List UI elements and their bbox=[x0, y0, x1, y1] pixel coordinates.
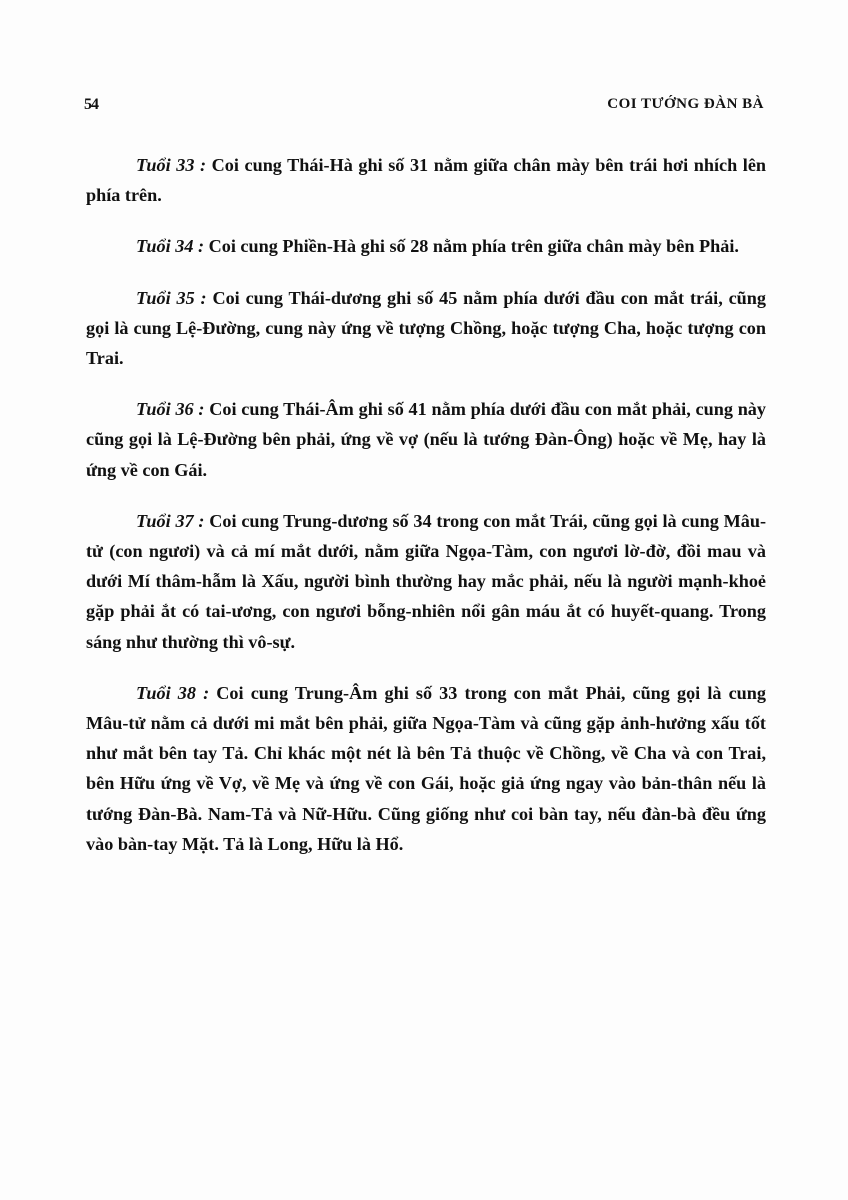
paragraph-tuoi-33 bbox=[86, 150, 766, 210]
paragraph-text: Coi cung Thái-dương ghi số 45 nằm phía dưới đầu con mắt trái, cũng gọi là cung Lệ-Đường, cung này ứng về tượng Chồng, hoặc tượng Cha, hoặc tượng con Trai. bbox=[86, 287, 766, 369]
paragraph-tuoi-36 bbox=[86, 394, 766, 485]
paragraph-text: Coi cung Trung-dương số 34 trong con mắt Trái, cũng gọi là cung Mâu-tử (con ngươi) và cả mí mắt dưới, nằm giữa Ngọa-Tàm, con ngươi lờ-đờ, đồi mau và dưới Mí thâm-hẫm là Xấu, người bình thường hay mắc phải, nếu là người mạnh-khoẻ gặp phải ắt có tai-ương, con ngươi bỗng-nhiên nổi gân máu ắt có huyết-quang. Trong sáng như thường thì vô-sự. bbox=[86, 510, 767, 652]
paragraph-tuoi-38 bbox=[86, 678, 766, 859]
body-text bbox=[86, 150, 766, 880]
running-title: COI TƯỚNG ĐÀN BÀ bbox=[607, 96, 764, 112]
paragraph-text: Coi cung Phiền-Hà ghi số 28 nằm phía trên giữa chân mày bên Phải. bbox=[208, 236, 739, 257]
age-label: Tuổi 34 : bbox=[136, 236, 205, 257]
page-header bbox=[84, 96, 764, 120]
paragraph-tuoi-35 bbox=[86, 283, 766, 374]
page-number: 54 bbox=[84, 96, 98, 113]
paragraph-text: Coi cung Thái-Hà ghi số 31 nằm giữa chân mày bên trái hơi nhích lên phía trên. bbox=[86, 155, 767, 206]
age-label: Tuổi 36 : bbox=[136, 399, 205, 420]
age-label: Tuổi 35 : bbox=[136, 287, 207, 308]
age-label: Tuổi 37 : bbox=[136, 510, 205, 531]
paragraph-text: Coi cung Trung-Âm ghi số 33 trong con mắt Phải, cũng gọi là cung Mâu-tử nằm cả dưới mi mắt bên phải, giữa Ngọa-Tàm và cũng gặp ảnh-hưởng xấu tốt như mắt bên tay Tả. Chỉ khác một nét là bên Tả thuộc về Chồng, về Cha và con Trai, bên Hữu ứng về Vợ, về Mẹ và ứng về con Gái, hoặc giả ứng ngay vào bản-thân nếu là tướng Đàn-Bà. Nam-Tả và Nữ-Hữu. Cũng giống như coi bàn tay, nếu đàn-bà đều ứng vào bàn-tay Mặt. Tả là Long, Hữu là Hổ. bbox=[86, 682, 767, 854]
age-label: Tuổi 33 : bbox=[136, 155, 207, 175]
paragraph-tuoi-37 bbox=[86, 506, 766, 657]
paragraph-text: Coi cung Thái-Âm ghi số 41 nằm phía dưới đầu con mắt phải, cung này cũng gọi là Lệ-Đường bên phải, ứng về vợ (nếu là tướng Đàn-Ông) hoặc về Mẹ, hay là ứng về con Gái. bbox=[86, 399, 766, 480]
age-label: Tuổi 38 : bbox=[136, 682, 210, 703]
paragraph-tuoi-34 bbox=[86, 231, 766, 261]
